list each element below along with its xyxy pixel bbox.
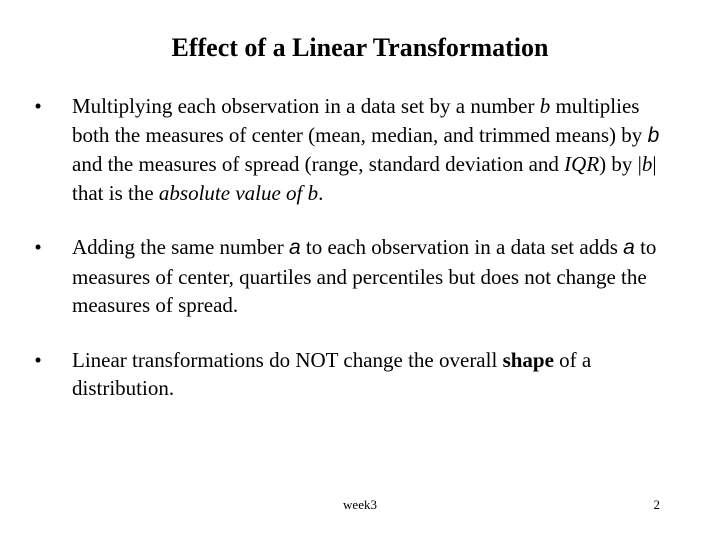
bullet-item bbox=[28, 92, 668, 207]
bullet-text-segment: Linear transformations do NOT change the overall bbox=[72, 347, 503, 372]
bullet-marker: • bbox=[34, 347, 42, 372]
bullet-text-segment: to each observation in a data set adds bbox=[300, 235, 624, 259]
bullet-text-segment: IQR bbox=[564, 152, 600, 176]
bullet-text bbox=[72, 94, 659, 205]
bullet-text-segment: b bbox=[539, 94, 551, 118]
bullet-marker: • bbox=[34, 235, 42, 259]
bullet-text-segment: shape bbox=[502, 347, 554, 372]
bullet-text-segment: a bbox=[623, 236, 635, 259]
bullet-list bbox=[28, 92, 668, 429]
bullet-marker: • bbox=[34, 94, 42, 118]
bullet-text-segment: Multiplying each observation in a data set by a number bbox=[72, 94, 540, 118]
bullet-text-segment: b bbox=[641, 152, 653, 176]
bullet-text-segment: and the measures of spread (range, standard deviation and bbox=[72, 152, 565, 176]
bullet-text-segment: b bbox=[647, 123, 660, 147]
bullet-text-segment: | that is the bbox=[72, 152, 657, 205]
page-number: 2 bbox=[653, 497, 660, 512]
bullet-text bbox=[72, 235, 656, 317]
bullet-text-segment: . bbox=[318, 180, 324, 205]
bullet-text-segment: multiplies both the measures of center (mean, median, and trimmed means) by bbox=[72, 94, 648, 147]
bullet-text-segment: a bbox=[288, 236, 301, 259]
footer-label: week3 bbox=[343, 497, 377, 512]
bullet-text-segment: to measures of center, quartiles and percentiles but does not change the measures of spread. bbox=[72, 235, 657, 317]
bullet-text-segment: Adding the same number bbox=[72, 235, 289, 259]
slide-title: Effect of a Linear Transformation bbox=[171, 33, 549, 62]
bullet-text-segment: absolute value of b bbox=[158, 180, 319, 205]
bullet-text-segment: ) by | bbox=[599, 152, 642, 176]
bullet-text bbox=[72, 348, 591, 401]
bullet-item bbox=[28, 233, 668, 320]
bullet-text-segment: of a distribution. bbox=[72, 347, 592, 400]
bullet-item bbox=[28, 346, 668, 403]
